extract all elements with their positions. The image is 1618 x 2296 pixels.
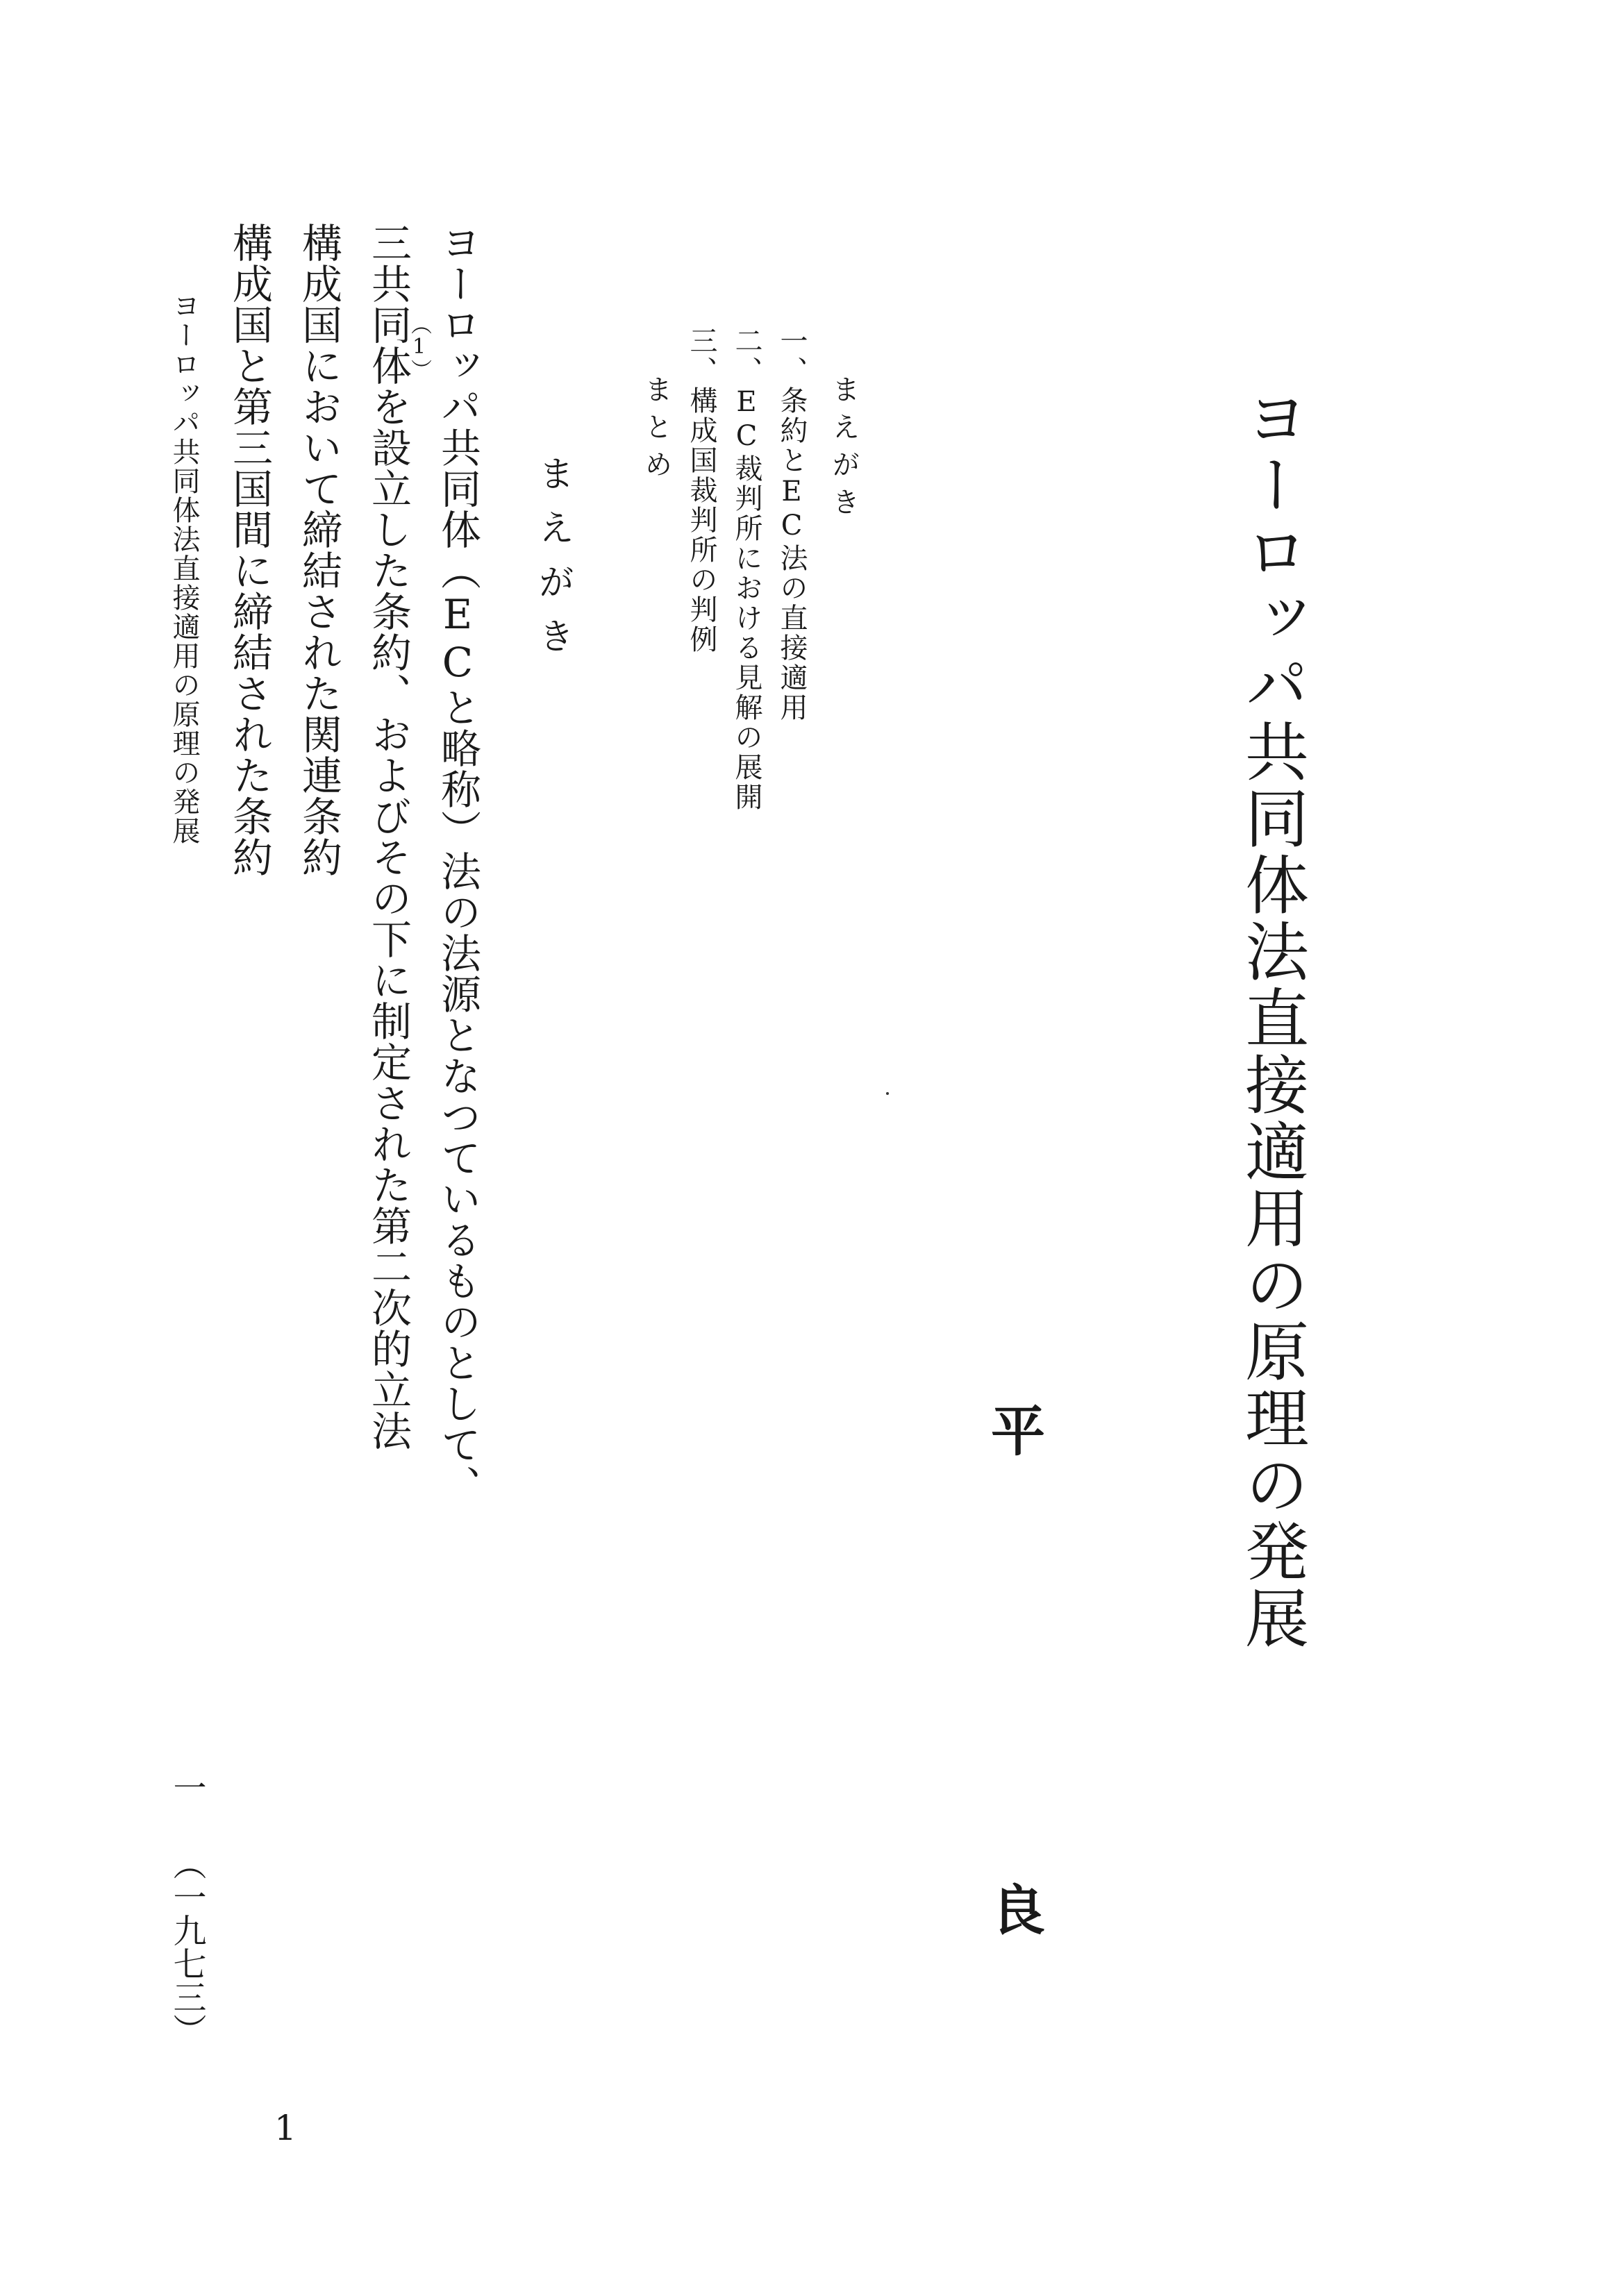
toc-item-preface: まえがき: [828, 375, 860, 525]
body-line: 構成国において締結された関連条約: [295, 222, 342, 878]
author-name-part2: 良: [982, 1882, 1045, 1936]
section-heading: まえがき: [532, 455, 574, 671]
toc-item-1: 一、条約とEC法の直接適用: [776, 326, 808, 723]
footnote-marker: （1）: [407, 314, 431, 380]
running-head-folio-year: （一九七三）: [167, 1847, 206, 2047]
toc-item-2: 二、EC裁判所における見解の展開: [731, 326, 762, 812]
body-line: 構成国と第三国間に締結された条約: [226, 222, 273, 878]
body-line: 三共同体を設立した条約、およびその下に制定された第二次的立法: [365, 222, 412, 1451]
print-speck: [886, 1092, 889, 1095]
running-head-title: ヨーロッパ共同体法直接適用の原理の発展: [168, 292, 200, 846]
page-number: 1: [274, 2108, 297, 2148]
toc-item-3: 三、構成国裁判所の判例: [685, 326, 717, 655]
article-title: ヨーロッパ共同体法直接適用の原理の発展: [1235, 385, 1309, 1652]
toc-item-summary: まとめ: [640, 375, 672, 487]
author-name-part1: 平: [982, 1402, 1045, 1457]
body-line: ヨーロッパ共同体（ECと略称）法の法源となつているものとして、: [434, 222, 481, 1506]
running-head-folio: 一: [167, 1770, 206, 1804]
